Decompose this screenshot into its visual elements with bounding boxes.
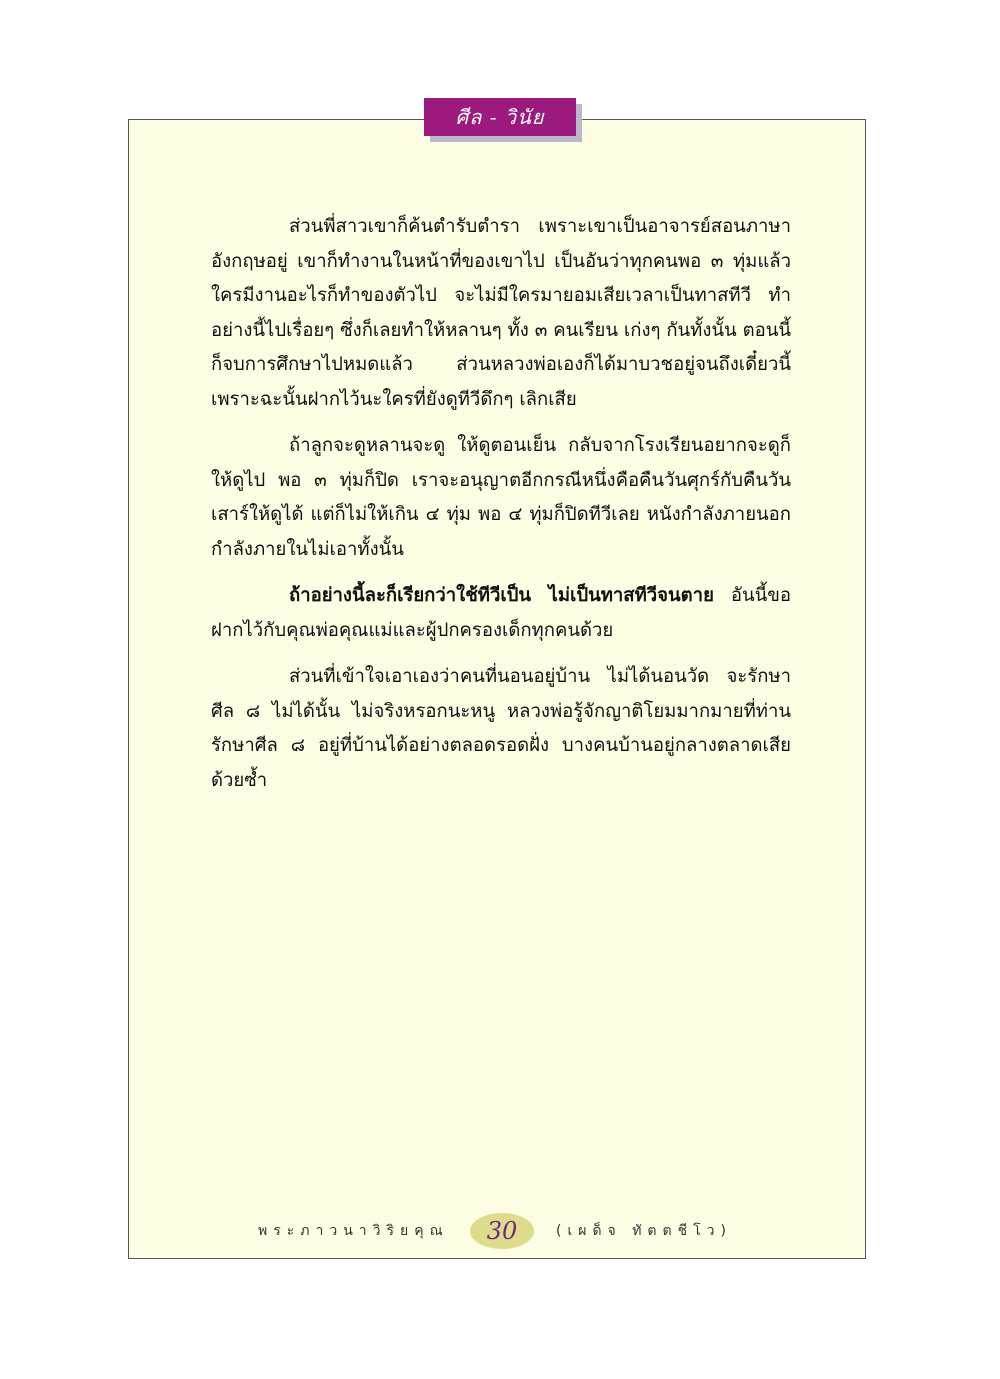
body-text — [211, 210, 791, 810]
paragraph-3 — [211, 579, 791, 648]
footer-book-title: พระภาวนาวิริยคุณ — [258, 1223, 449, 1239]
footer-author: (เผด็จ ทัตตชีโว) — [556, 1223, 732, 1239]
paragraph-3-bold: ถ้าอย่างนี้ละก็เรียกว่าใช้ทีวีเป็น ไม่เป็นทาสทีวีจนตาย — [289, 585, 714, 606]
paragraph-3-rest: อันนี้ขอฝากไว้กับคุณพ่อคุณแม่และผู้ปกครองเด็กทุกคนด้วย — [211, 585, 791, 641]
paragraph-4: ส่วนที่เข้าใจเอาเองว่าคนที่นอนอยู่บ้าน ไม่ได้นอนวัด จะรักษาศีล ๘ ไม่ได้นั้น ไม่จริงหรอกนะหนู หลวงพ่อรู้จักญาติโยมมากมายที่ท่านรักษาศีล ๘ อยู่ที่บ้านได้อย่างตลอดรอดฝั่ง บางคนบ้านอยู่กลางตลาดเสียด้วยซ้ำ — [211, 666, 791, 791]
section-title-tab: ศีล - วินัย — [424, 98, 576, 136]
paragraph-1: ส่วนพี่สาวเขาก็ค้นตำรับตำรา เพราะเขาเป็นอาจารย์สอนภาษาอังกฤษอยู่ เขาก็ทำงานในหน้าที่ของเขาไป เป็นอันว่าทุกคนพอ ๓ ทุ่มแล้วใครมีงานอะไรก็ทำของตัวไป จะไม่มีใครมายอมเสียเวลาเป็นทาสทีวี ทำอย่างนี้ไปเรื่อยๆ ซึ่งก็เลยทำให้หลานๆ ทั้ง ๓ คนเรียน เก่งๆ กันทั้งนั้น ตอนนี้ก็จบการศึกษาไปหมดแล้ว ส่วนหลวงพ่อเองก็ได้มาบวชอยู่จนถึงเดี๋ยวนี้ เพราะฉะนั้นฝากไว้นะใครที่ยังดูทีวีดึกๆ เลิกเสีย — [211, 216, 791, 410]
page-number-badge: 30 — [470, 1213, 534, 1249]
paragraph-2: ถ้าลูกจะดูหลานจะดู ให้ดูตอนเย็น กลับจากโรงเรียนอยากจะดูก็ให้ดูไป พอ ๓ ทุ่มก็ปิด เราจะอนุญาตอีกกรณีหนึ่งคือคืนวันศุกร์กับคืนวันเสาร์ให้ดูได้ แต่ก็ไม่ให้เกิน ๔ ทุ่ม พอ ๔ ทุ่มก็ปิดทีวีเลย หนังกำลังภายนอกกำลังภายในไม่เอาทั้งนั้น — [211, 435, 791, 560]
